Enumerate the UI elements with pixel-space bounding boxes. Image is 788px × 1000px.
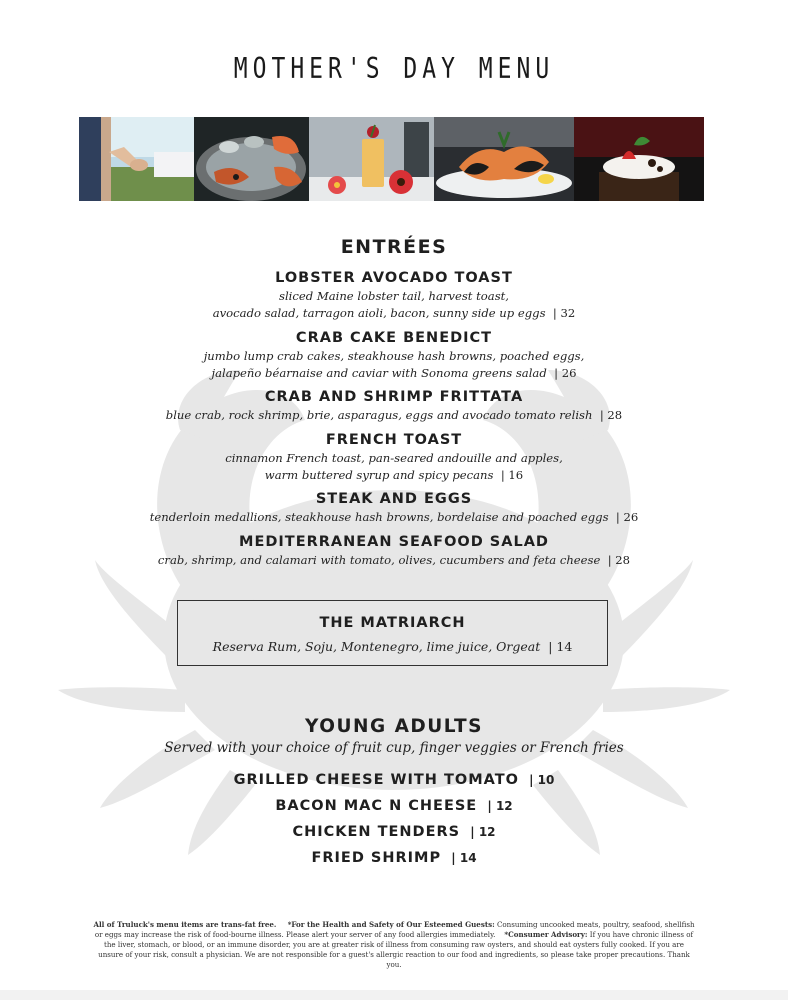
item-price: | 26 — [615, 510, 639, 524]
stone-crab-photo — [434, 117, 574, 201]
item-name: MEDITERRANEAN SEAFOOD SALAD — [239, 534, 549, 550]
item-name: FRENCH TOAST — [325, 432, 463, 448]
item-name: CHICKEN TENDERS — [292, 824, 461, 840]
menu-item — [0, 769, 788, 790]
item-desc: jalapeño béarnaise and caviar with Sonoma greens salad — [211, 366, 547, 380]
item-desc: warm buttered syrup and spicy pecans — [264, 468, 494, 482]
advisory-text: If you have chronic illness of the liver, stomach, or blood, or an immune disorder, you are at greater risk of illness from consuming raw oysters, and should eat oysters fully cooked. If you are unsure of your risk, consult a physician. We are not responsible for a guest's allergic reaction to our food and ingredients, so please take proper precautions. Thank you. — [98, 930, 694, 969]
entrees-heading: ENTRÉES — [340, 236, 448, 258]
trans-fat-note: All of Truluck's menu items are trans-fat free. — [93, 920, 277, 929]
menu-item — [0, 847, 788, 868]
item-name: FRIED SHRIMP — [311, 850, 442, 866]
item-desc: crab, shrimp, and calamari with tomato, olives, cucumbers and feta cheese — [157, 553, 601, 567]
cocktail-photo — [309, 117, 434, 201]
item-price: | 32 — [552, 306, 576, 320]
item-desc: cinnamon French toast, pan-seared andouille and apples, — [225, 451, 563, 465]
item-name: CRAB AND SHRIMP FRITTATA — [264, 389, 524, 405]
health-label: *For the Health and Safety of Our Esteemed Guests: — [287, 920, 495, 929]
item-name: CRAB CAKE BENEDICT — [295, 330, 493, 346]
menu-item — [0, 430, 788, 484]
photo-strip — [79, 117, 704, 201]
menu-item — [0, 387, 788, 424]
seafood-tower-photo — [194, 117, 309, 201]
item-price: | 14 — [451, 851, 477, 865]
item-desc: tenderloin medallions, steakhouse hash browns, bordelaise and poached eggs — [149, 510, 609, 524]
footer-disclaimer — [92, 920, 696, 970]
cocktail-desc: Reserva Rum, Soju, Montenegro, lime juice, Orgeat — [212, 639, 541, 654]
item-desc: avocado salad, tarragon aioli, bacon, sunny side up eggs — [212, 306, 546, 320]
menu-item — [0, 821, 788, 842]
item-desc: blue crab, rock shrimp, brie, asparagus, eggs and avocado tomato relish — [165, 408, 593, 422]
item-price: | 16 — [500, 468, 524, 482]
item-price: | 12 — [487, 799, 513, 813]
dessert-photo — [574, 117, 704, 201]
hands-photo — [79, 117, 194, 201]
item-price: | 28 — [607, 553, 631, 567]
health-text: Consuming uncooked meats, poultry, seafood, shellfish or eggs may increase the risk of food-bourne illness. Please alert your server of any food allergies immediately. — [94, 920, 695, 939]
advisory-label: *Consumer Advisory: — [504, 930, 588, 939]
menu-item — [0, 328, 788, 382]
item-price: | 28 — [599, 408, 623, 422]
menu-item — [0, 268, 788, 322]
item-desc: jumbo lump crab cakes, steakhouse hash browns, poached eggs, — [203, 349, 585, 363]
menu-title: MOTHER'S DAY MENU — [233, 52, 555, 86]
item-name: GRILLED CHEESE WITH TOMATO — [233, 772, 519, 788]
item-name: STEAK AND EGGS — [315, 491, 473, 507]
cocktail-price: | 14 — [548, 639, 573, 654]
menu-item — [0, 489, 788, 526]
item-price: | 26 — [554, 366, 577, 380]
cocktail-name: THE MATRIARCH — [319, 615, 466, 631]
item-name: LOBSTER AVOCADO TOAST — [275, 270, 513, 286]
cocktail-box — [177, 600, 608, 666]
item-name: BACON MAC N CHEESE — [275, 798, 478, 814]
item-price: | 10 — [529, 773, 555, 787]
item-desc: sliced Maine lobster tail, harvest toast, — [279, 289, 509, 303]
item-price: | 12 — [470, 825, 496, 839]
young-adults-heading: YOUNG ADULTS — [305, 716, 483, 737]
menu-item — [0, 795, 788, 816]
menu-item — [0, 532, 788, 569]
young-adults-subtitle: Served with your choice of fruit cup, finger veggies or French fries — [164, 740, 624, 756]
